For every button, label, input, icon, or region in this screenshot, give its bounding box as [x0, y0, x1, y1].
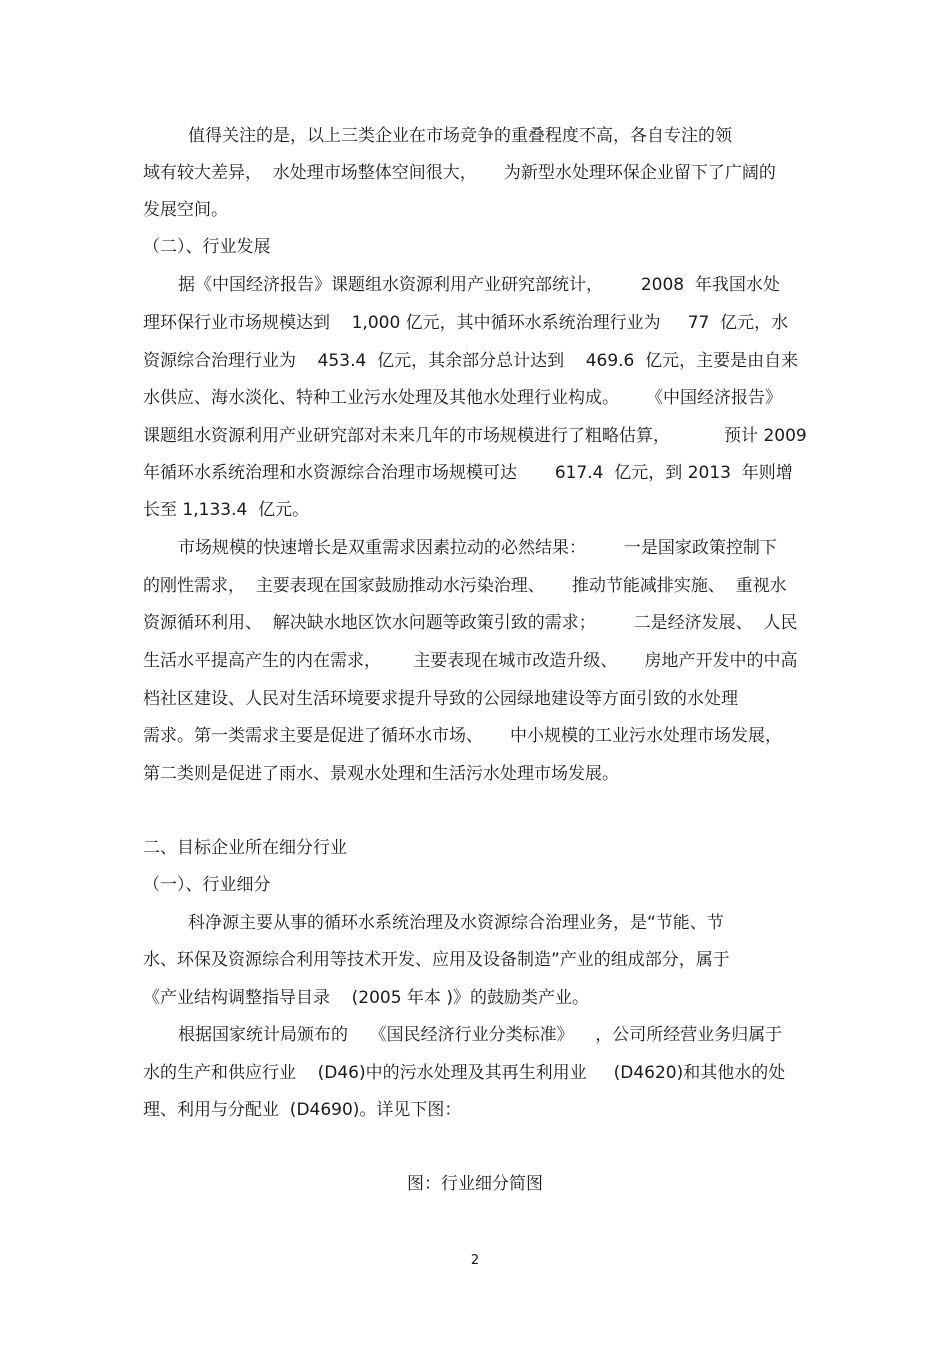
paragraph-line: 市场规模的快速增长是双重需求因素拉动的必然结果： 一是国家政策控制下	[178, 538, 777, 558]
paragraph-line: 科净源主要从事的循环水系统治理及水资源综合治理业务，是“节能、节	[188, 913, 724, 933]
paragraph-line: 资源循环利用、 解决缺水地区饮水问题等政策引致的需求； 二是经济发展、 人民	[143, 613, 798, 633]
section-heading: （二）、行业发展	[143, 237, 271, 257]
paragraph-line: 理环保行业市场规模达到 1,000 亿元，其中循环水系统治理行业为 77 亿元，水	[143, 313, 789, 333]
paragraph-line: 资源综合治理行业为 453.4 亿元，其余部分总计达到 469.6 亿元，主要是由自来	[143, 351, 799, 371]
paragraph-line: 值得关注的是，以上三类企业在市场竞争的重叠程度不高，各自专注的领	[188, 126, 732, 146]
subsection-heading: （一）、行业细分	[143, 875, 271, 895]
paragraph-line: 长至 1,133.4 亿元。	[143, 500, 310, 520]
paragraph-line: 生活水平提高产生的内在需求， 主要表现在城市改造升级、 房地产开发中的中高	[143, 651, 798, 671]
paragraph-line: 年循环水系统治理和水资源综合治理市场规模可达 617.4 亿元，到 2013 年则增	[143, 463, 793, 483]
paragraph-line: 第二类则是促进了雨水、景观水处理和生活污水处理市场发展。	[143, 764, 619, 784]
paragraph-line: 水供应、海水淡化、特种工业污水处理及其他水处理行业构成。 《中国经济报告》	[143, 388, 783, 408]
paragraph-line: 《产业结构调整指导目录 (2005 年本 )》的鼓励类产业。	[143, 988, 589, 1008]
paragraph-line: 的刚性需求， 主要表现在国家鼓励推动水污染治理、 推动节能减排实施、 重视水	[143, 576, 787, 596]
page-number: 2	[470, 1253, 480, 1268]
paragraph-line: 发展空间。	[143, 200, 228, 220]
paragraph-line: 课题组水资源利用产业研究部对未来几年的市场规模进行了粗略估算， 预计 2009	[143, 426, 807, 446]
paragraph-line: 域有较大差异， 水处理市场整体空间很大， 为新型水处理环保企业留下了广阔的	[143, 163, 776, 183]
figure-caption: 图：行业细分简图	[407, 1174, 543, 1194]
paragraph-line: 据《中国经济报告》课题组水资源利用产业研究部统计， 2008 年我国水处	[178, 275, 780, 295]
section-heading: 二、目标企业所在细分行业	[143, 838, 347, 858]
paragraph-line: 水、环保及资源综合利用等技术开发、应用及设备制造”产业的组成部分，属于	[143, 950, 730, 970]
paragraph-line: 根据国家统计局颁布的 《国民经济行业分类标准》 ，公司所经营业务归属于	[178, 1025, 783, 1045]
paragraph-line: 水的生产和供应行业 (D46)中的污水处理及其再生利用业 (D4620)和其他水的处	[143, 1063, 786, 1083]
paragraph-line: 理、利用与分配业 (D4690)。详见下图：	[143, 1100, 462, 1120]
paragraph-line: 档社区建设、人民对生活环境要求提升导致的公园绿地建设等方面引致的水处理	[143, 689, 738, 709]
paragraph-line: 需求。第一类需求主要是促进了循环水市场、 中小规模的工业污水处理市场发展，	[143, 726, 783, 746]
